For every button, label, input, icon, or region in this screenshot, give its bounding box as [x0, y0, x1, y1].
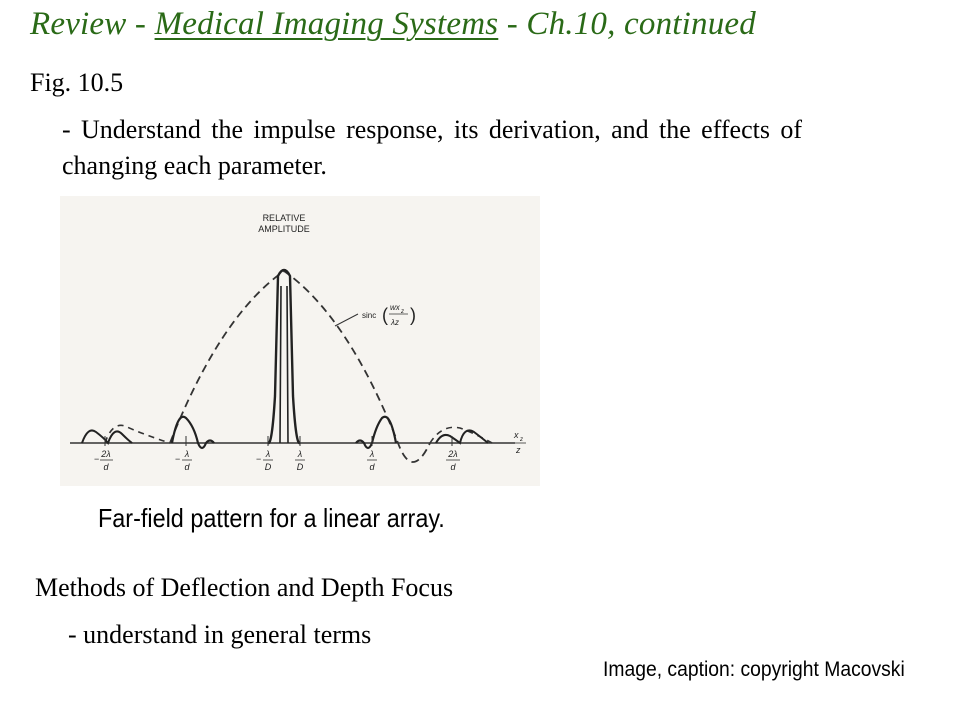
bullet-general-terms: - understand in general terms	[68, 620, 372, 649]
svg-text:d: d	[369, 462, 375, 472]
x-axis-label-num: x	[514, 430, 519, 440]
figure-label: Fig. 10.5	[30, 68, 124, 97]
svg-text:d: d	[450, 462, 456, 472]
far-field-figure	[60, 196, 540, 486]
svg-text:2λ: 2λ	[101, 449, 111, 459]
tick-label-lambda-d	[367, 449, 377, 472]
envelope-arg-num: wx	[390, 303, 400, 312]
sinc-envelope	[170, 271, 430, 462]
y-axis-label-line1: RELATIVE	[262, 213, 306, 223]
envelope-pointer	[335, 314, 358, 326]
section-heading-deflection: Methods of Deflection and Depth Focus	[35, 573, 454, 602]
tick-label-lambda-D	[295, 449, 305, 472]
main-lobe	[268, 270, 300, 443]
grating-lobe-minus2	[82, 430, 132, 443]
envelope-arg-num-sub: z	[401, 309, 404, 315]
tick-label-2lambda-d	[446, 449, 460, 472]
svg-text:−: −	[175, 454, 181, 464]
x-axis-label-num-sub: z	[520, 437, 523, 443]
title-suffix: - Ch.10, continued	[498, 6, 756, 42]
svg-text:λ: λ	[369, 449, 375, 459]
envelope-label: sinc	[362, 311, 377, 320]
tick-label-neg-lambda-d	[175, 449, 192, 472]
svg-text:−: −	[94, 454, 100, 464]
svg-text:D: D	[296, 462, 304, 472]
x-axis-label-den: z	[516, 445, 521, 455]
copyright-notice: Image, caption: copyright Macovski	[603, 658, 905, 681]
envelope-paren-close: )	[410, 305, 416, 325]
y-axis-label-line2: AMPLITUDE	[258, 224, 310, 234]
main-lobe-inner	[280, 286, 288, 443]
svg-text:d: d	[184, 462, 190, 472]
title-link[interactable]: Medical Imaging Systems	[154, 6, 499, 42]
bullet-impulse-response: - Understand the impulse response, its derivation, and the effects of changing each parameter.	[62, 115, 802, 180]
figure-caption: Far-field pattern for a linear array.	[98, 503, 445, 533]
svg-text:λ: λ	[297, 449, 303, 459]
svg-text:2λ: 2λ	[448, 449, 458, 459]
title-prefix: Review -	[30, 6, 155, 42]
svg-text:λ: λ	[265, 449, 271, 459]
tick-label-neg-lambda-D	[256, 449, 273, 472]
envelope-arg-den: λz	[391, 318, 399, 327]
tick-label-neg-2lambda-d	[94, 449, 113, 472]
envelope-paren-open: (	[382, 305, 388, 325]
grating-lobe-plus2	[436, 430, 488, 443]
envelope-left-lobe	[105, 425, 170, 443]
svg-text:−: −	[256, 454, 262, 464]
svg-text:d: d	[103, 462, 109, 472]
far-field-plot	[60, 196, 540, 486]
svg-text:λ: λ	[184, 449, 190, 459]
svg-text:D: D	[264, 462, 272, 472]
slide-title	[30, 6, 756, 43]
